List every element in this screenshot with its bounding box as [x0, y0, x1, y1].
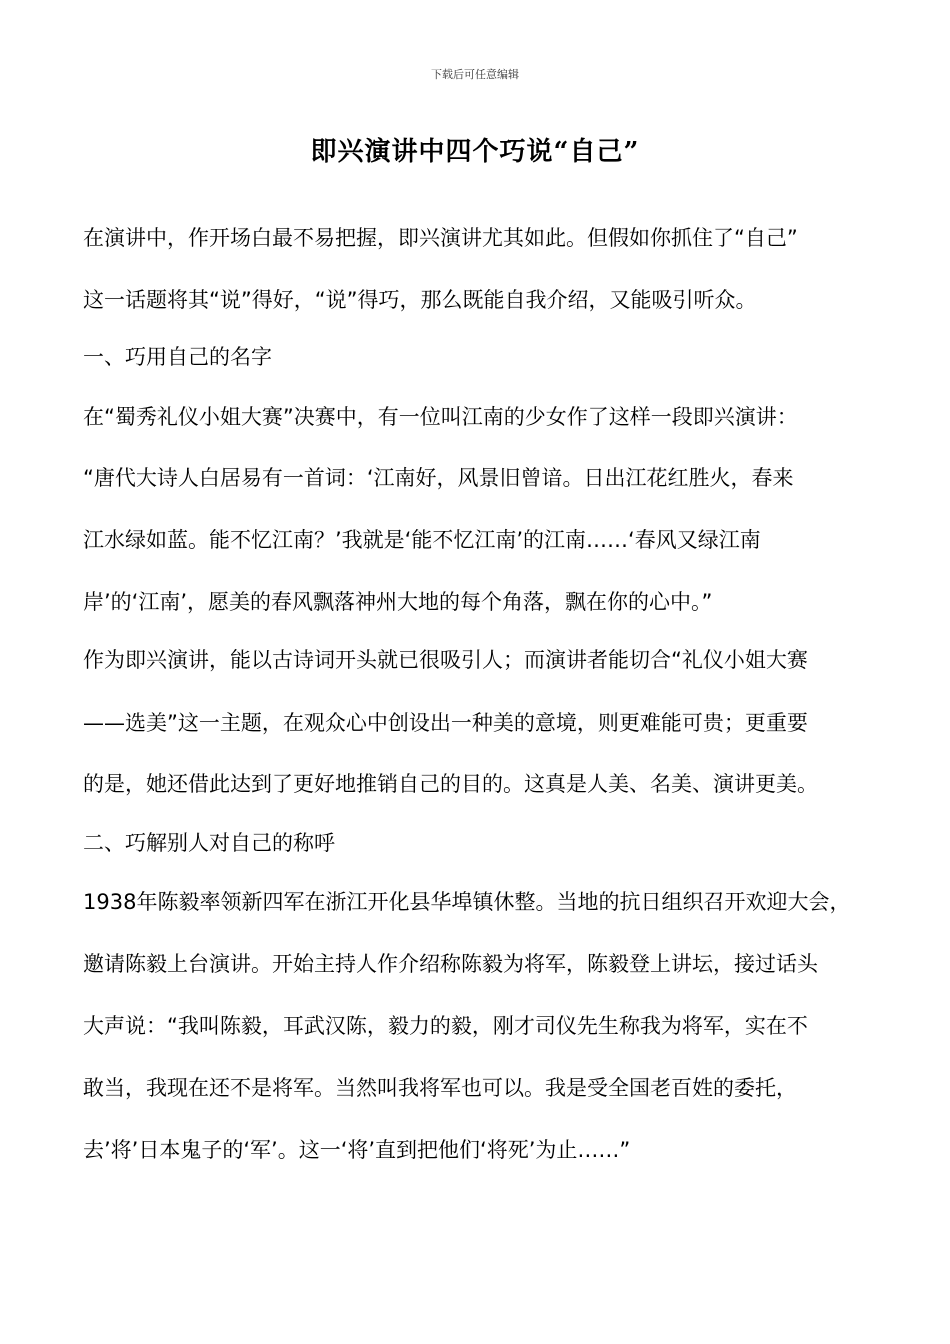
text-line: 去’将’日本鬼子的‘军’。这一‘将’直到把他们‘将死’为止……”	[83, 1138, 631, 1162]
text-line: 在演讲中，作开场白最不易把握，即兴演讲尤其如此。但假如你抓住了“自己”	[83, 226, 798, 250]
quote-line: 岸’的‘江南’，愿美的春风飘落神州大地的每个角落，飘在你的心中。”	[83, 590, 713, 614]
text-line: 大声说：“我叫陈毅，耳武汉陈，毅力的毅，刚才司仪先生称我为将军，实在不	[83, 1014, 808, 1038]
document-title: 即兴演讲中四个巧说“自己”	[310, 137, 640, 167]
text-line: 作为即兴演讲，能以古诗词开头就已很吸引人；而演讲者能切合“礼仪小姐大赛	[83, 648, 808, 672]
section-heading: 二、巧解别人对自己的称呼	[83, 831, 335, 855]
header-note: 下载后可任意编辑	[431, 68, 519, 81]
quote-line: 江水绿如蓝。能不忆江南？’我就是‘能不忆江南’的江南……‘春风又绿江南	[83, 528, 761, 552]
section-heading: 一、巧用自己的名字	[83, 345, 272, 369]
quote-line: “唐代大诗人白居易有一首词：‘江南好，风景旧曾谙。日出江花红胜火，春来	[83, 466, 794, 490]
text-line: ——选美”这一主题，在观众心中创设出一种美的意境，则更难能可贵；更重要	[83, 711, 808, 735]
text-line: 在“蜀秀礼仪小姐大赛”决赛中，有一位叫江南的少女作了这样一段即兴演讲：	[83, 405, 798, 429]
text-line: 邀请陈毅上台演讲。开始主持人作介绍称陈毅为将军，陈毅登上讲坛，接过话头	[83, 952, 818, 976]
text-line: 的是，她还借此达到了更好地推销自己的目的。这真是人美、名美、演讲更美。	[83, 772, 818, 796]
text-line: 这一话题将其“说”得好，“说”得巧，那么既能自我介绍，又能吸引听众。	[83, 288, 757, 312]
text-line: 1938年陈毅率领新四军在浙江开化县华埠镇休整。当地的抗日组织召开欢迎大会，	[83, 890, 851, 914]
text-line: 敢当，我现在还不是将军。当然叫我将军也可以。我是受全国老百姓的委托，	[83, 1076, 797, 1100]
